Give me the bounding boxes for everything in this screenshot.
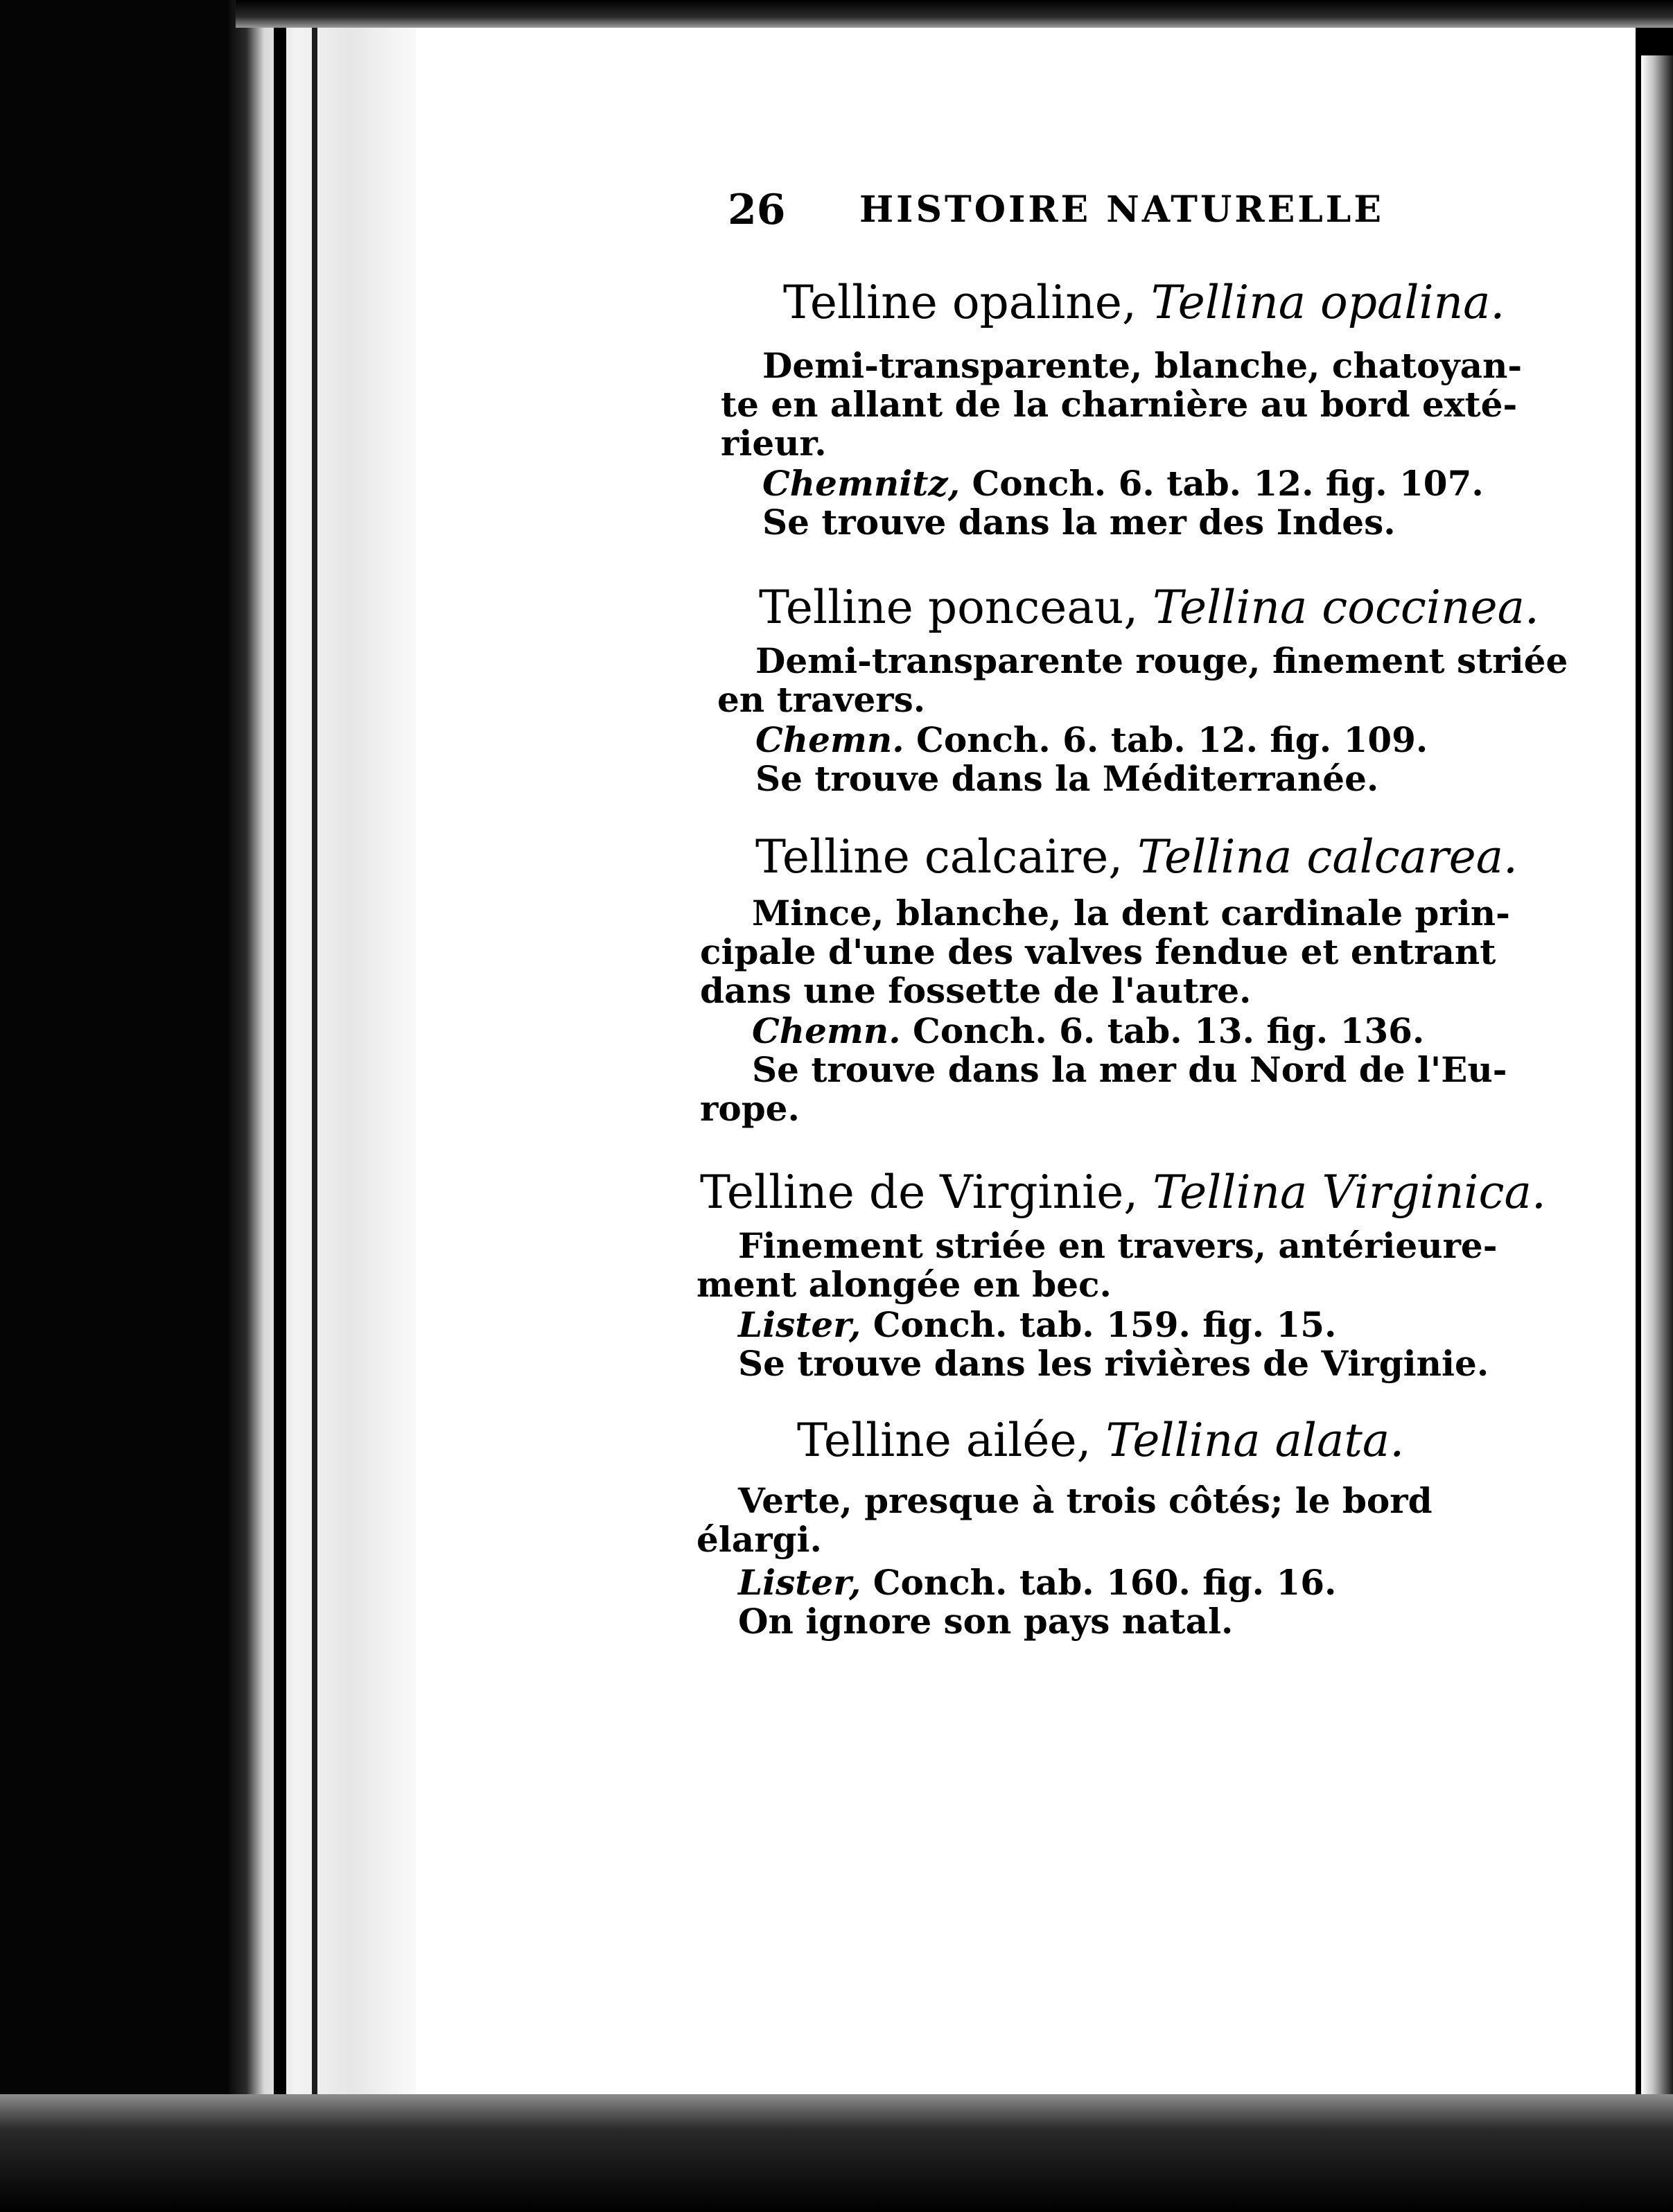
entry-description-line: Mince, blanche, la dent cardinale prin- bbox=[752, 893, 1510, 933]
reference-author: Lister, bbox=[738, 1304, 861, 1345]
entry-habitat: Se trouve dans la mer du Nord de l'Eu- bbox=[752, 1049, 1507, 1090]
reference-citation: Conch. tab. 160. fig. 16. bbox=[861, 1562, 1337, 1603]
entry-habitat: On ignore son pays natal. bbox=[738, 1601, 1234, 1642]
entry-description-line: Verte, presque à trois côtés; le bord bbox=[738, 1480, 1433, 1521]
reference-author: Chemn. bbox=[752, 1010, 901, 1051]
entry-title bbox=[700, 1166, 1546, 1219]
entry-common-name: Telline calcaire, bbox=[755, 830, 1138, 884]
entry-scientific-name: Tellina Virginica. bbox=[1153, 1166, 1546, 1219]
reference-author: Lister, bbox=[738, 1562, 861, 1603]
scan-dark-margin bbox=[0, 0, 236, 2212]
scan-right-edge bbox=[1641, 55, 1673, 2134]
entry-reference bbox=[752, 1010, 1424, 1051]
entry-habitat: Se trouve dans les rivières de Virginie. bbox=[738, 1343, 1489, 1384]
entry-habitat: Se trouve dans la mer des Indes. bbox=[762, 502, 1396, 543]
reference-author: Chemn. bbox=[755, 719, 904, 760]
running-title: HISTOIRE NATURELLE bbox=[859, 188, 1384, 231]
page-header bbox=[728, 186, 1421, 248]
entry-common-name: Telline ailée, bbox=[797, 1414, 1106, 1467]
entry-scientific-name: Tellina opalina. bbox=[1150, 276, 1505, 329]
entry-description-line: élargi. bbox=[697, 1519, 822, 1560]
entry-common-name: Telline ponceau, bbox=[759, 581, 1153, 634]
reference-citation: Conch. 6. tab. 12. fig. 109. bbox=[904, 719, 1428, 760]
entry-description-line: ment alongée en bec. bbox=[697, 1264, 1112, 1305]
entry-description-line: cipale d'une des valves fendue et entrant bbox=[700, 931, 1496, 972]
reference-author: Chemnitz, bbox=[762, 463, 961, 504]
entry-description-line: dans une fossette de l'autre. bbox=[700, 970, 1252, 1011]
entry-common-name: Telline de Virginie, bbox=[700, 1166, 1153, 1219]
page-edge-stripe bbox=[274, 0, 286, 2212]
entry-scientific-name: Tellina coccinea. bbox=[1153, 581, 1539, 634]
entry-description-line: Demi-transparente rouge, finement striée bbox=[755, 640, 1568, 681]
entry-habitat: Se trouve dans la Méditerranée. bbox=[755, 758, 1379, 799]
entry-description-line: rieur. bbox=[721, 423, 827, 464]
entry-description-line: en travers. bbox=[717, 679, 926, 720]
scan-bottom-border bbox=[0, 2094, 1673, 2212]
entry-description-line: Demi-transparente, blanche, chatoyan- bbox=[762, 345, 1523, 386]
entry-reference bbox=[738, 1562, 1336, 1603]
reference-citation: Conch. 6. tab. 12. fig. 107. bbox=[960, 463, 1484, 504]
entry-reference bbox=[738, 1304, 1336, 1345]
entry-title bbox=[755, 830, 1518, 884]
entry-title bbox=[783, 276, 1505, 329]
entry-habitat: rope. bbox=[700, 1088, 800, 1129]
reference-citation: Conch. tab. 159. fig. 15. bbox=[861, 1304, 1337, 1345]
entry-common-name: Telline opaline, bbox=[783, 276, 1151, 329]
scan-top-border bbox=[236, 0, 1673, 28]
entry-title bbox=[797, 1414, 1404, 1467]
entry-reference bbox=[762, 463, 1484, 504]
entry-reference bbox=[755, 719, 1428, 760]
reference-citation: Conch. 6. tab. 13. fig. 136. bbox=[900, 1010, 1425, 1051]
entry-description-line: te en allant de la charnière au bord exté- bbox=[721, 384, 1518, 425]
entry-title bbox=[759, 581, 1539, 634]
entry-scientific-name: Tellina calcarea. bbox=[1137, 830, 1518, 884]
entry-scientific-name: Tellina alata. bbox=[1105, 1414, 1405, 1467]
page-number: 26 bbox=[728, 186, 786, 234]
entry-description-line: Finement striée en travers, antérieure- bbox=[738, 1225, 1498, 1266]
page-edge-stripe bbox=[312, 0, 317, 2212]
